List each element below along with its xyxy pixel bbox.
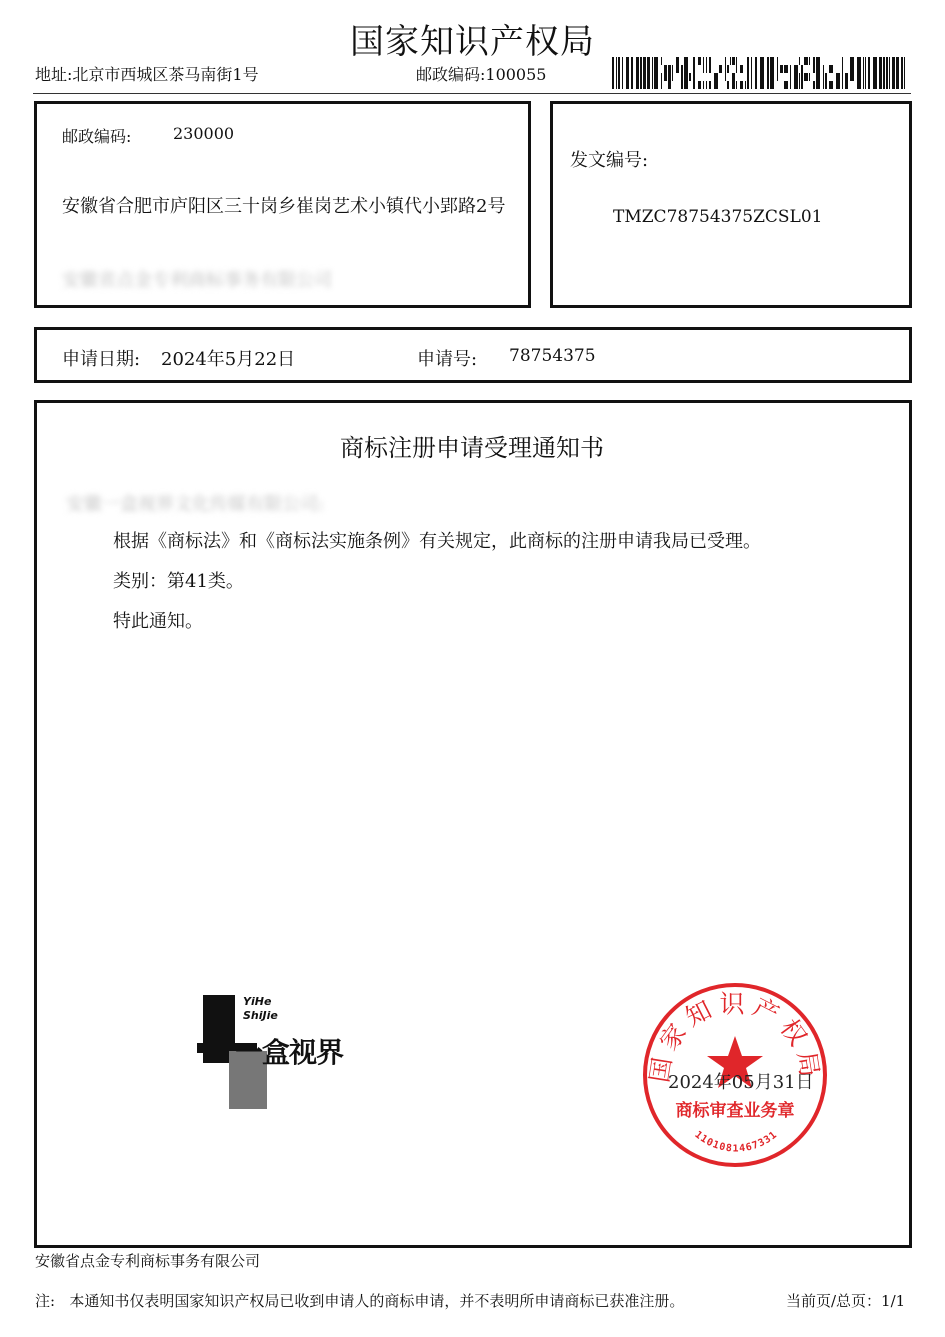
footer-note: 注: 本通知书仅表明国家知识产权局已收到申请人的商标申请，并不表明所申请商标已获准注册。: [35, 1292, 685, 1310]
recipient-postcode-value: 230000: [173, 124, 235, 143]
application-info-box: [34, 327, 912, 383]
document-number-box: [550, 101, 912, 308]
logo-line2: ShiJie: [243, 1009, 278, 1022]
seal-center-text: 商标审查业务章: [675, 1101, 795, 1121]
footer-agency: 安徽省点金专利商标事务有限公司: [35, 1252, 261, 1270]
logo-text-en: [243, 995, 278, 1023]
notice-title: 商标注册申请受理通知书: [340, 434, 604, 462]
logo-text-cn: 一盒视界: [235, 1036, 344, 1069]
application-date-label: 申请日期:: [62, 349, 141, 370]
notice-category: 类别：第41类。: [113, 571, 244, 592]
notice-closing: 特此通知。: [113, 611, 203, 632]
office-postcode: 邮政编码:100055: [416, 65, 547, 84]
recipient-address: 安徽省合肥市庐阳区三十岗乡崔岗艺术小镇代小郢路2号: [62, 196, 506, 217]
document-number-label: 发文编号:: [570, 150, 649, 171]
application-number-value: 78754375: [509, 346, 596, 366]
document-number-value: TMZC78754375ZCSL01: [613, 207, 823, 227]
office-title: 国家知识产权局: [350, 22, 595, 62]
footer-page-indicator: 当前页/总页：1/1: [786, 1292, 906, 1310]
logo-line1: YiHe: [243, 995, 272, 1008]
recipient-name-redacted: 安徽省点金专利商标事务有限公司: [62, 270, 332, 291]
application-date-value: 2024年5月22日: [161, 349, 296, 370]
office-address: 地址:北京市西城区茶马南街1号: [35, 65, 259, 84]
barcode: [612, 57, 907, 89]
stamp-date: 2024年05月31日: [668, 1072, 814, 1093]
header-divider: [33, 93, 911, 94]
recipient-box: [34, 101, 531, 308]
application-number-label: 申请号:: [417, 349, 478, 370]
recipient-postcode-label: 邮政编码:: [62, 127, 132, 146]
notice-addressee-redacted: 安徽一盒视界文化传媒有限公司:: [66, 494, 325, 515]
seal-code: 1101081467331: [692, 1129, 780, 1155]
seal-ring-text: 国家知识产权局: [644, 989, 826, 1085]
notice-paragraph: 根据《商标法》和《商标法实施条例》有关规定，此商标的注册申请我局已受理。: [113, 531, 761, 552]
trademark-logo: [195, 993, 345, 1113]
